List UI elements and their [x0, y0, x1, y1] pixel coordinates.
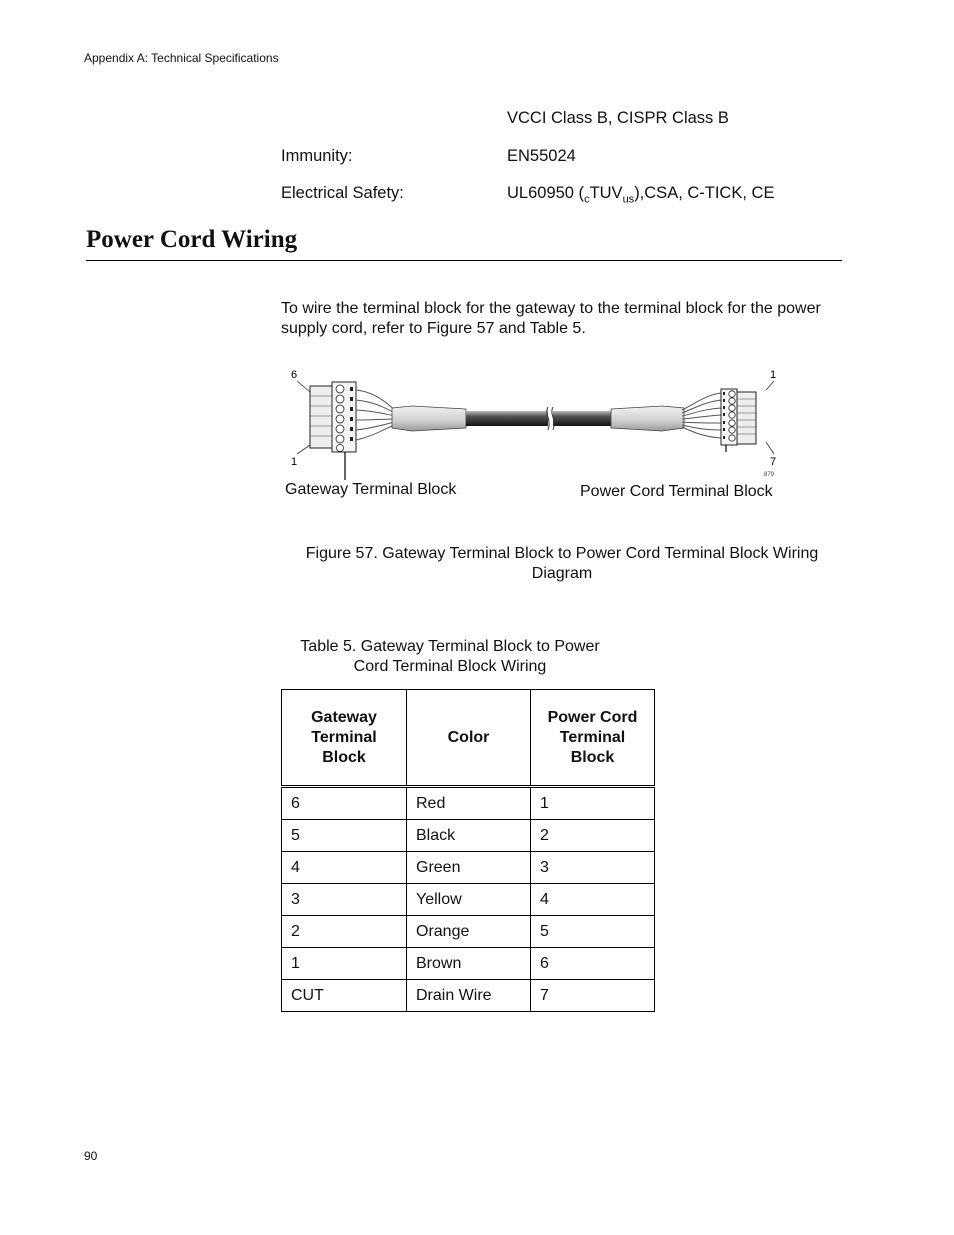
header-power-cord-terminal-block: Power Cord Terminal Block — [531, 690, 655, 787]
color-cell: Yellow — [407, 884, 531, 916]
power-cord-pin-cell: 5 — [531, 916, 655, 948]
table-caption: Table 5. Gateway Terminal Block to Power Cord Terminal Block Wiring — [300, 638, 600, 675]
gateway-terminal-block-label: Gateway Terminal Block — [285, 481, 457, 498]
power-cord-pin-cell: 3 — [531, 852, 655, 884]
figure-caption: Figure 57. Gateway Terminal Block to Power Cord Terminal Block Wiring Diagram — [305, 545, 819, 582]
leader-right-top — [766, 381, 774, 390]
power-cord-pin-cell: 6 — [531, 948, 655, 980]
safety-sub-us: us — [622, 193, 635, 206]
power-cord-pin-cell: 1 — [531, 787, 655, 820]
gateway-pin-cell: 4 — [282, 852, 407, 884]
table-row — [282, 980, 655, 1012]
cable-left-segment — [466, 411, 548, 426]
page-number: 90 — [84, 1149, 98, 1163]
right-wires — [682, 393, 721, 438]
leader-right-bottom — [766, 442, 774, 454]
color-cell: Black — [407, 820, 531, 852]
section-rule — [86, 260, 842, 261]
table-row — [282, 820, 655, 852]
safety-mid: TUV — [589, 184, 623, 202]
gateway-pin-cell: 2 — [282, 916, 407, 948]
section-title: Power Cord Wiring — [86, 226, 298, 253]
immunity-label: Immunity: — [281, 147, 353, 165]
gateway-pin-cell: CUT — [282, 980, 407, 1012]
color-cell: Red — [407, 787, 531, 820]
pin-label-left-top: 6 — [291, 369, 298, 381]
immunity-value: EN55024 — [507, 147, 576, 165]
color-cell: Green — [407, 852, 531, 884]
power-cord-terminal-block-connector — [721, 389, 756, 445]
running-header: Appendix A: Technical Specifications — [84, 51, 279, 65]
electrical-safety-label: Electrical Safety: — [281, 184, 404, 202]
color-cell: Drain Wire — [407, 980, 531, 1012]
gateway-pin-cell: 6 — [282, 787, 407, 820]
leader-left-bottom — [297, 445, 310, 454]
figure-code: 879 — [764, 472, 775, 478]
power-cord-pin-cell: 7 — [531, 980, 655, 1012]
power-cord-pin-cell: 2 — [531, 820, 655, 852]
electrical-safety-value — [507, 184, 774, 205]
header-color: Color — [407, 690, 531, 787]
table-row — [282, 787, 655, 820]
color-cell: Brown — [407, 948, 531, 980]
table-row — [282, 884, 655, 916]
color-cell: Orange — [407, 916, 531, 948]
safety-sub-c: c — [584, 193, 590, 206]
pin-label-right-bottom: 7 — [770, 456, 777, 468]
table-row — [282, 948, 655, 980]
leader-left-top — [297, 381, 310, 392]
gateway-terminal-block-connector — [310, 382, 356, 452]
table-header-row — [282, 690, 655, 787]
pin-label-left-bottom: 1 — [291, 456, 298, 468]
safety-prefix: UL60950 ( — [507, 184, 585, 202]
left-wires — [356, 390, 395, 440]
emissions-value-cont: VCCI Class B, CISPR Class B — [507, 109, 729, 127]
table-row — [282, 852, 655, 884]
wiring-diagram — [280, 362, 800, 480]
safety-suffix: ),CSA, C-TICK, CE — [634, 184, 775, 202]
pin-label-right-top: 1 — [770, 369, 777, 381]
header-gateway-terminal-block: Gateway Terminal Block — [282, 690, 407, 787]
wiring-table — [281, 689, 655, 1012]
gateway-pin-cell: 1 — [282, 948, 407, 980]
table-row — [282, 916, 655, 948]
gateway-pin-cell: 3 — [282, 884, 407, 916]
power-cord-pin-cell: 4 — [531, 884, 655, 916]
cable-right-segment — [553, 411, 611, 426]
intro-paragraph: To wire the terminal block for the gateway to the terminal block for the power supply cord, refer to Figure 57 and Table 5. — [281, 300, 821, 337]
left-cable-sleeve — [392, 406, 466, 431]
gateway-pin-cell: 5 — [282, 820, 407, 852]
right-cable-sleeve — [611, 406, 684, 431]
power-cord-terminal-block-label: Power Cord Terminal Block — [580, 483, 773, 500]
